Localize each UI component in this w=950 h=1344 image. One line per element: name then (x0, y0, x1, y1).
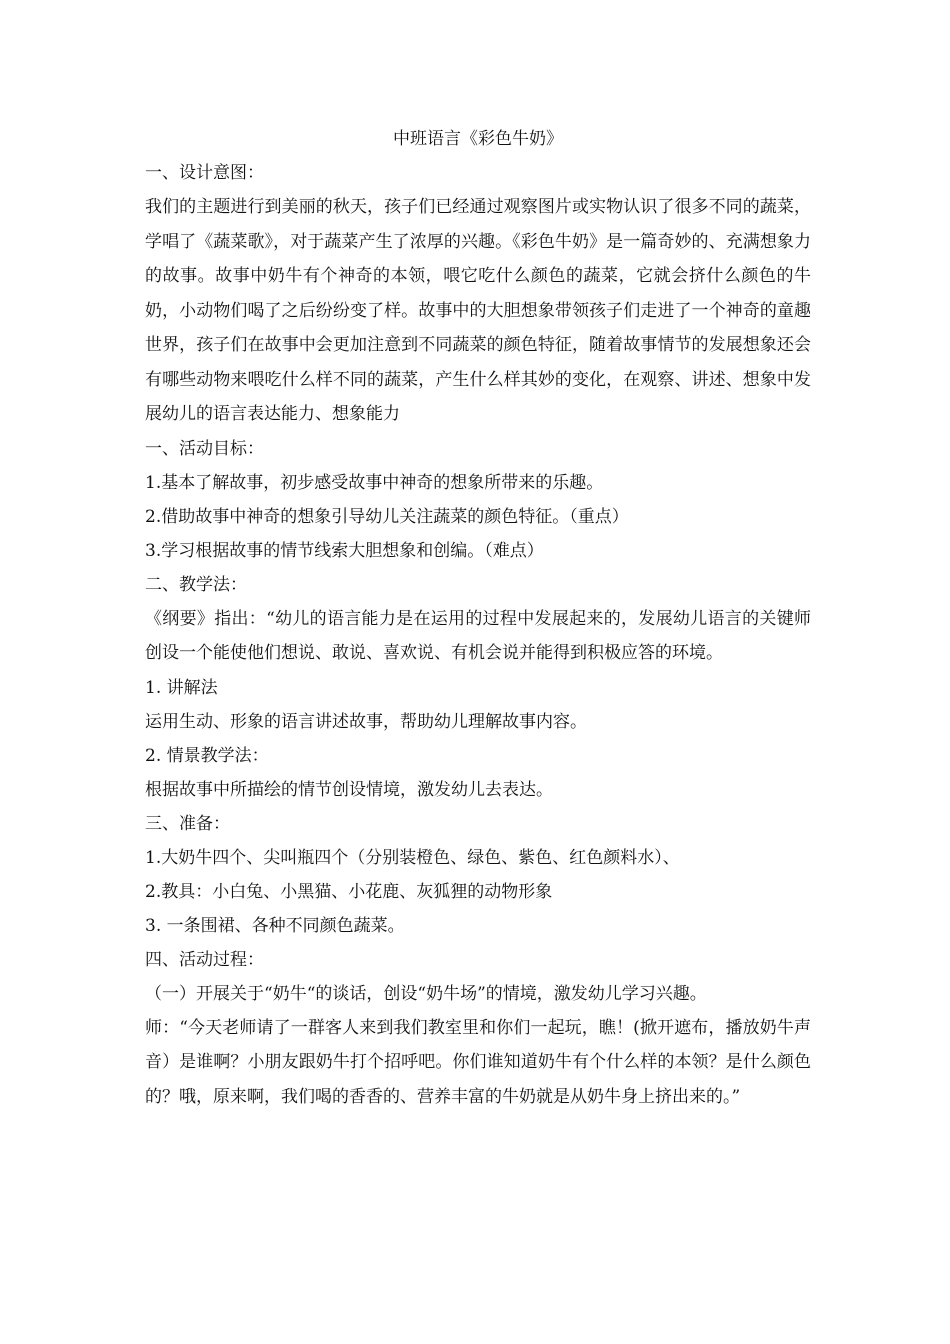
goals-heading: 一、活动目标： (145, 438, 264, 459)
method-2-text: 根据故事中所描绘的情节创设情境，激发幼儿去表达。 (145, 779, 553, 800)
process-heading: 四、活动过程： (145, 949, 264, 970)
method-1-label: 1. 讲解法 (145, 677, 218, 698)
prep-heading: 三、准备： (145, 813, 230, 834)
goal-item-3: 3.学习根据故事的情节线索大胆想象和创编。（难点） (145, 540, 544, 561)
document-page (145, 122, 811, 1114)
document-title: 中班语言《彩色牛奶》 (393, 129, 563, 149)
process-paragraph: 师：“今天老师请了一群客人来到我们教室里和你们一起玩，瞧！(掀开遮布，播放奶牛声音）是谁啊？小朋友跟奶牛打个招呼吧。你们谁知道奶牛有个什么样的本领？是什么颜色的？哦，原来啊，我们喝的香香的、营养丰富的牛奶就是从奶牛身上挤出来的。” (145, 1017, 811, 1107)
process-step-1: （一）开展关于“奶牛“的谈话，创设“奶牛场”的情境，激发幼儿学习兴趣。 (145, 983, 707, 1004)
method-paragraph: 《纲要》指出：“幼儿的语言能力是在运用的过程中发展起来的，发展幼儿语言的关键师创设一个能使他们想说、敢说、喜欢说、有机会说并能得到积极应答的环境。 (145, 608, 811, 663)
goal-item-2: 2.借助故事中神奇的想象引导幼儿关注蔬菜的颜色特征。（重点） (145, 506, 629, 527)
method-2-label: 2. 情景教学法： (145, 745, 269, 766)
prep-item-3: 3. 一条围裙、各种不同颜色蔬菜。 (145, 915, 405, 936)
prep-item-2: 2.教具：小白兔、小黑猫、小花鹿、灰狐狸的动物形象 (145, 881, 553, 902)
goal-item-1: 1.基本了解故事，初步感受故事中神奇的想象所带来的乐趣。 (145, 472, 604, 493)
method-heading: 二、教学法： (145, 574, 247, 595)
method-1-text: 运用生动、形象的语言讲述故事，帮助幼儿理解故事内容。 (145, 711, 587, 732)
design-heading: 一、设计意图： (145, 163, 264, 183)
prep-item-1: 1.大奶牛四个、尖叫瓶四个（分别装橙色、绿色、紫色、红色颜料水）、 (145, 847, 680, 868)
design-paragraph: 我们的主题进行到美丽的秋天，孩子们已经通过观察图片或实物认识了很多不同的蔬菜，学唱了《蔬菜歌》，对于蔬菜产生了浓厚的兴趣。《彩色牛奶》是一篇奇妙的、充满想象力的故事。故事中奶牛有个神奇的本领，喂它吃什么颜色的蔬菜，它就会挤什么颜色的牛奶，小动物们喝了之后纷纷变了样。故事中的大胆想象带领孩子们走进了一个神奇的童趣世界，孩子们在故事中会更加注意到不同蔬菜的颜色特征，随着故事情节的发展想象还会有哪些动物来喂吃什么样不同的蔬菜，产生什么样其妙的变化，在观察、讲述、想象中发展幼儿的语言表达能力、想象能力 (145, 197, 811, 424)
